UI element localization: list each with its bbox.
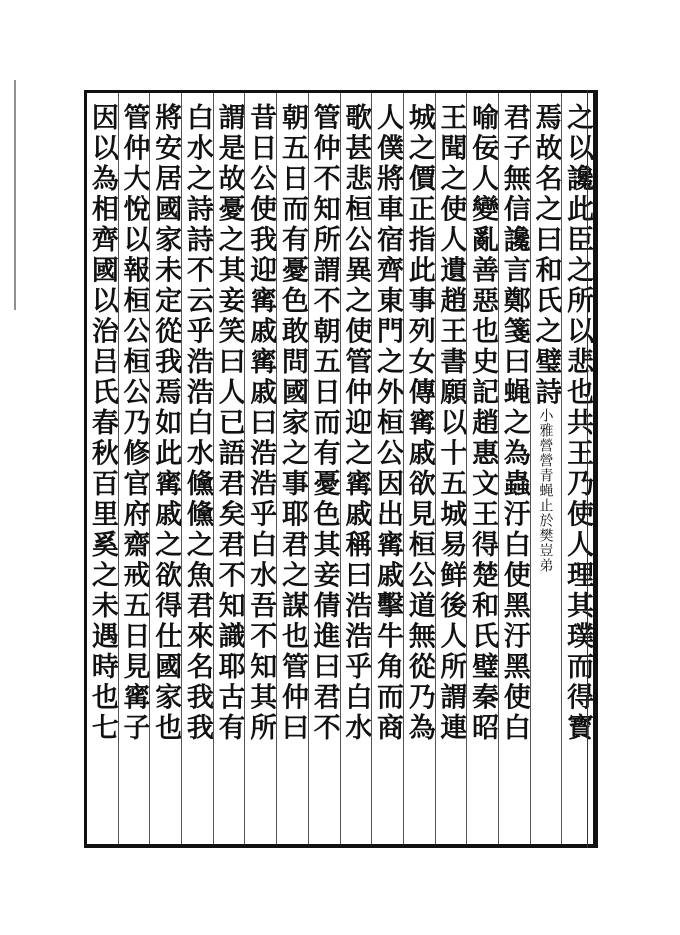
text-column bbox=[244, 93, 276, 844]
text-column bbox=[213, 93, 245, 844]
text-column bbox=[181, 93, 213, 844]
column-text: 因以為相齊國以治吕氏春秋百里奚之未遇時也七 bbox=[87, 103, 118, 744]
column-text: 白水之詩詩不云乎浩浩白水儵儵之魚君來名我我 bbox=[181, 103, 213, 744]
text-column bbox=[371, 93, 403, 844]
column-text: 城之價正指此事列女傳寗戚欲見桓公道無從乃為 bbox=[403, 103, 435, 744]
text-columns bbox=[87, 93, 593, 844]
text-column bbox=[561, 93, 593, 844]
text-column bbox=[276, 93, 308, 844]
text-column bbox=[340, 93, 372, 844]
text-column bbox=[118, 93, 150, 844]
text-frame bbox=[84, 90, 598, 848]
text-column bbox=[308, 93, 340, 844]
column-annotation: 小雅營營青蝇止於樊豈弟 bbox=[537, 408, 554, 573]
column-text: 管仲大悅以報桓公桓公乃修官府齋戒五日見寗子 bbox=[118, 103, 150, 744]
column-text: 謂是故憂之其妾笑曰人已語君矣君不知識耶古有 bbox=[213, 103, 245, 744]
column-text: 喻佞人變亂善惡也史記趙惠文王得楚和氏璧秦昭 bbox=[467, 103, 498, 744]
column-text: 昔日公使我迎寗戚寗戚曰浩浩乎白水吾不知其所 bbox=[245, 103, 277, 744]
text-column bbox=[149, 93, 181, 844]
column-text: 朝五日而有憂色敢問國家之事耶君之謀也管仲曰 bbox=[276, 103, 308, 744]
column-text: 君子無信讒言鄭箋曰蝇之為蟲汙白使黑汙黑使白 bbox=[498, 103, 530, 744]
column-text: 之以讒此臣之所以悲也共王乃使人理其璞而得寳 bbox=[562, 103, 593, 744]
text-column bbox=[466, 93, 498, 844]
text-column bbox=[403, 93, 435, 844]
text-column bbox=[530, 93, 562, 844]
column-text: 王聞之使人遺趙王書願以十五城易鲜後人所謂連 bbox=[435, 103, 467, 744]
column-text: 焉故名之曰和氏之璧詩 bbox=[530, 103, 562, 408]
column-text: 將安居國家未定從我焉如此寗戚之欲得仕國家也 bbox=[150, 103, 182, 744]
column-text: 人僕將車宿齊東門之外桓公因出寗戚擊牛角而商 bbox=[372, 103, 403, 744]
previous-page-edge bbox=[0, 80, 16, 310]
text-column bbox=[435, 93, 467, 844]
text-column bbox=[87, 93, 118, 844]
column-text: 管仲不知所謂不朝五日而有憂色其妾倩進曰君不 bbox=[308, 103, 340, 744]
text-column bbox=[498, 93, 530, 844]
column-text: 歌甚悲桓公異之使管仲迎之寗戚稱曰浩浩乎白水 bbox=[340, 103, 372, 744]
